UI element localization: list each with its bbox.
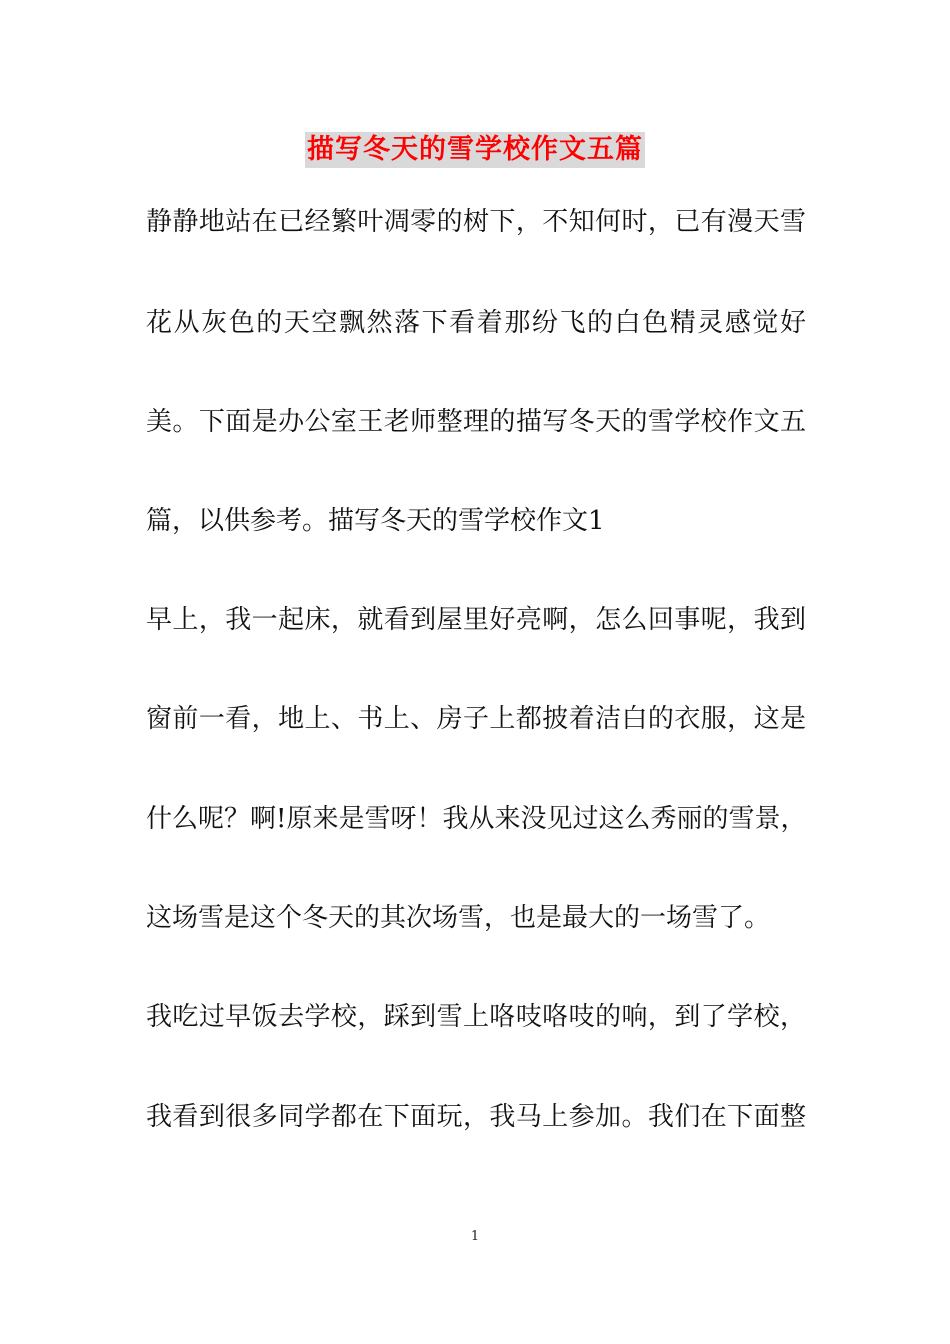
body-line-3: 美。下面是办公室王老师整理的描写冬天的雪学校作文五	[146, 407, 806, 437]
body-line-7: 什么呢？啊!原来是雪呀！我从来没见过这么秀丽的雪景，	[146, 804, 806, 834]
body-line-2: 花从灰色的天空飘然落下看着那纷飞的白色精灵感觉好	[146, 308, 806, 338]
body-line-4: 篇，以供参考。描写冬天的雪学校作文1	[146, 506, 605, 536]
page-number: 1	[470, 1229, 480, 1244]
body-line-8: 这场雪是这个冬天的其次场雪，也是最大的一场雪了。	[146, 903, 771, 933]
body-line-6: 窗前一看，地上、书上、房子上都披着洁白的衣服，这是	[146, 704, 806, 734]
body-line-5: 早上，我一起床，就看到屋里好亮啊，怎么回事呢，我到	[146, 605, 806, 635]
title-container	[0, 132, 950, 168]
body-line-9: 我吃过早饭去学校，踩到雪上咯吱咯吱的响，到了学校，	[146, 1002, 806, 1032]
document-title: 描写冬天的雪学校作文五篇	[305, 132, 645, 168]
body-line-10: 我看到很多同学都在下面玩，我马上参加。我们在下面整	[146, 1102, 806, 1132]
body-line-1: 静静地站在已经繁叶凋零的树下，不知何时，已有漫天雪	[146, 207, 806, 237]
